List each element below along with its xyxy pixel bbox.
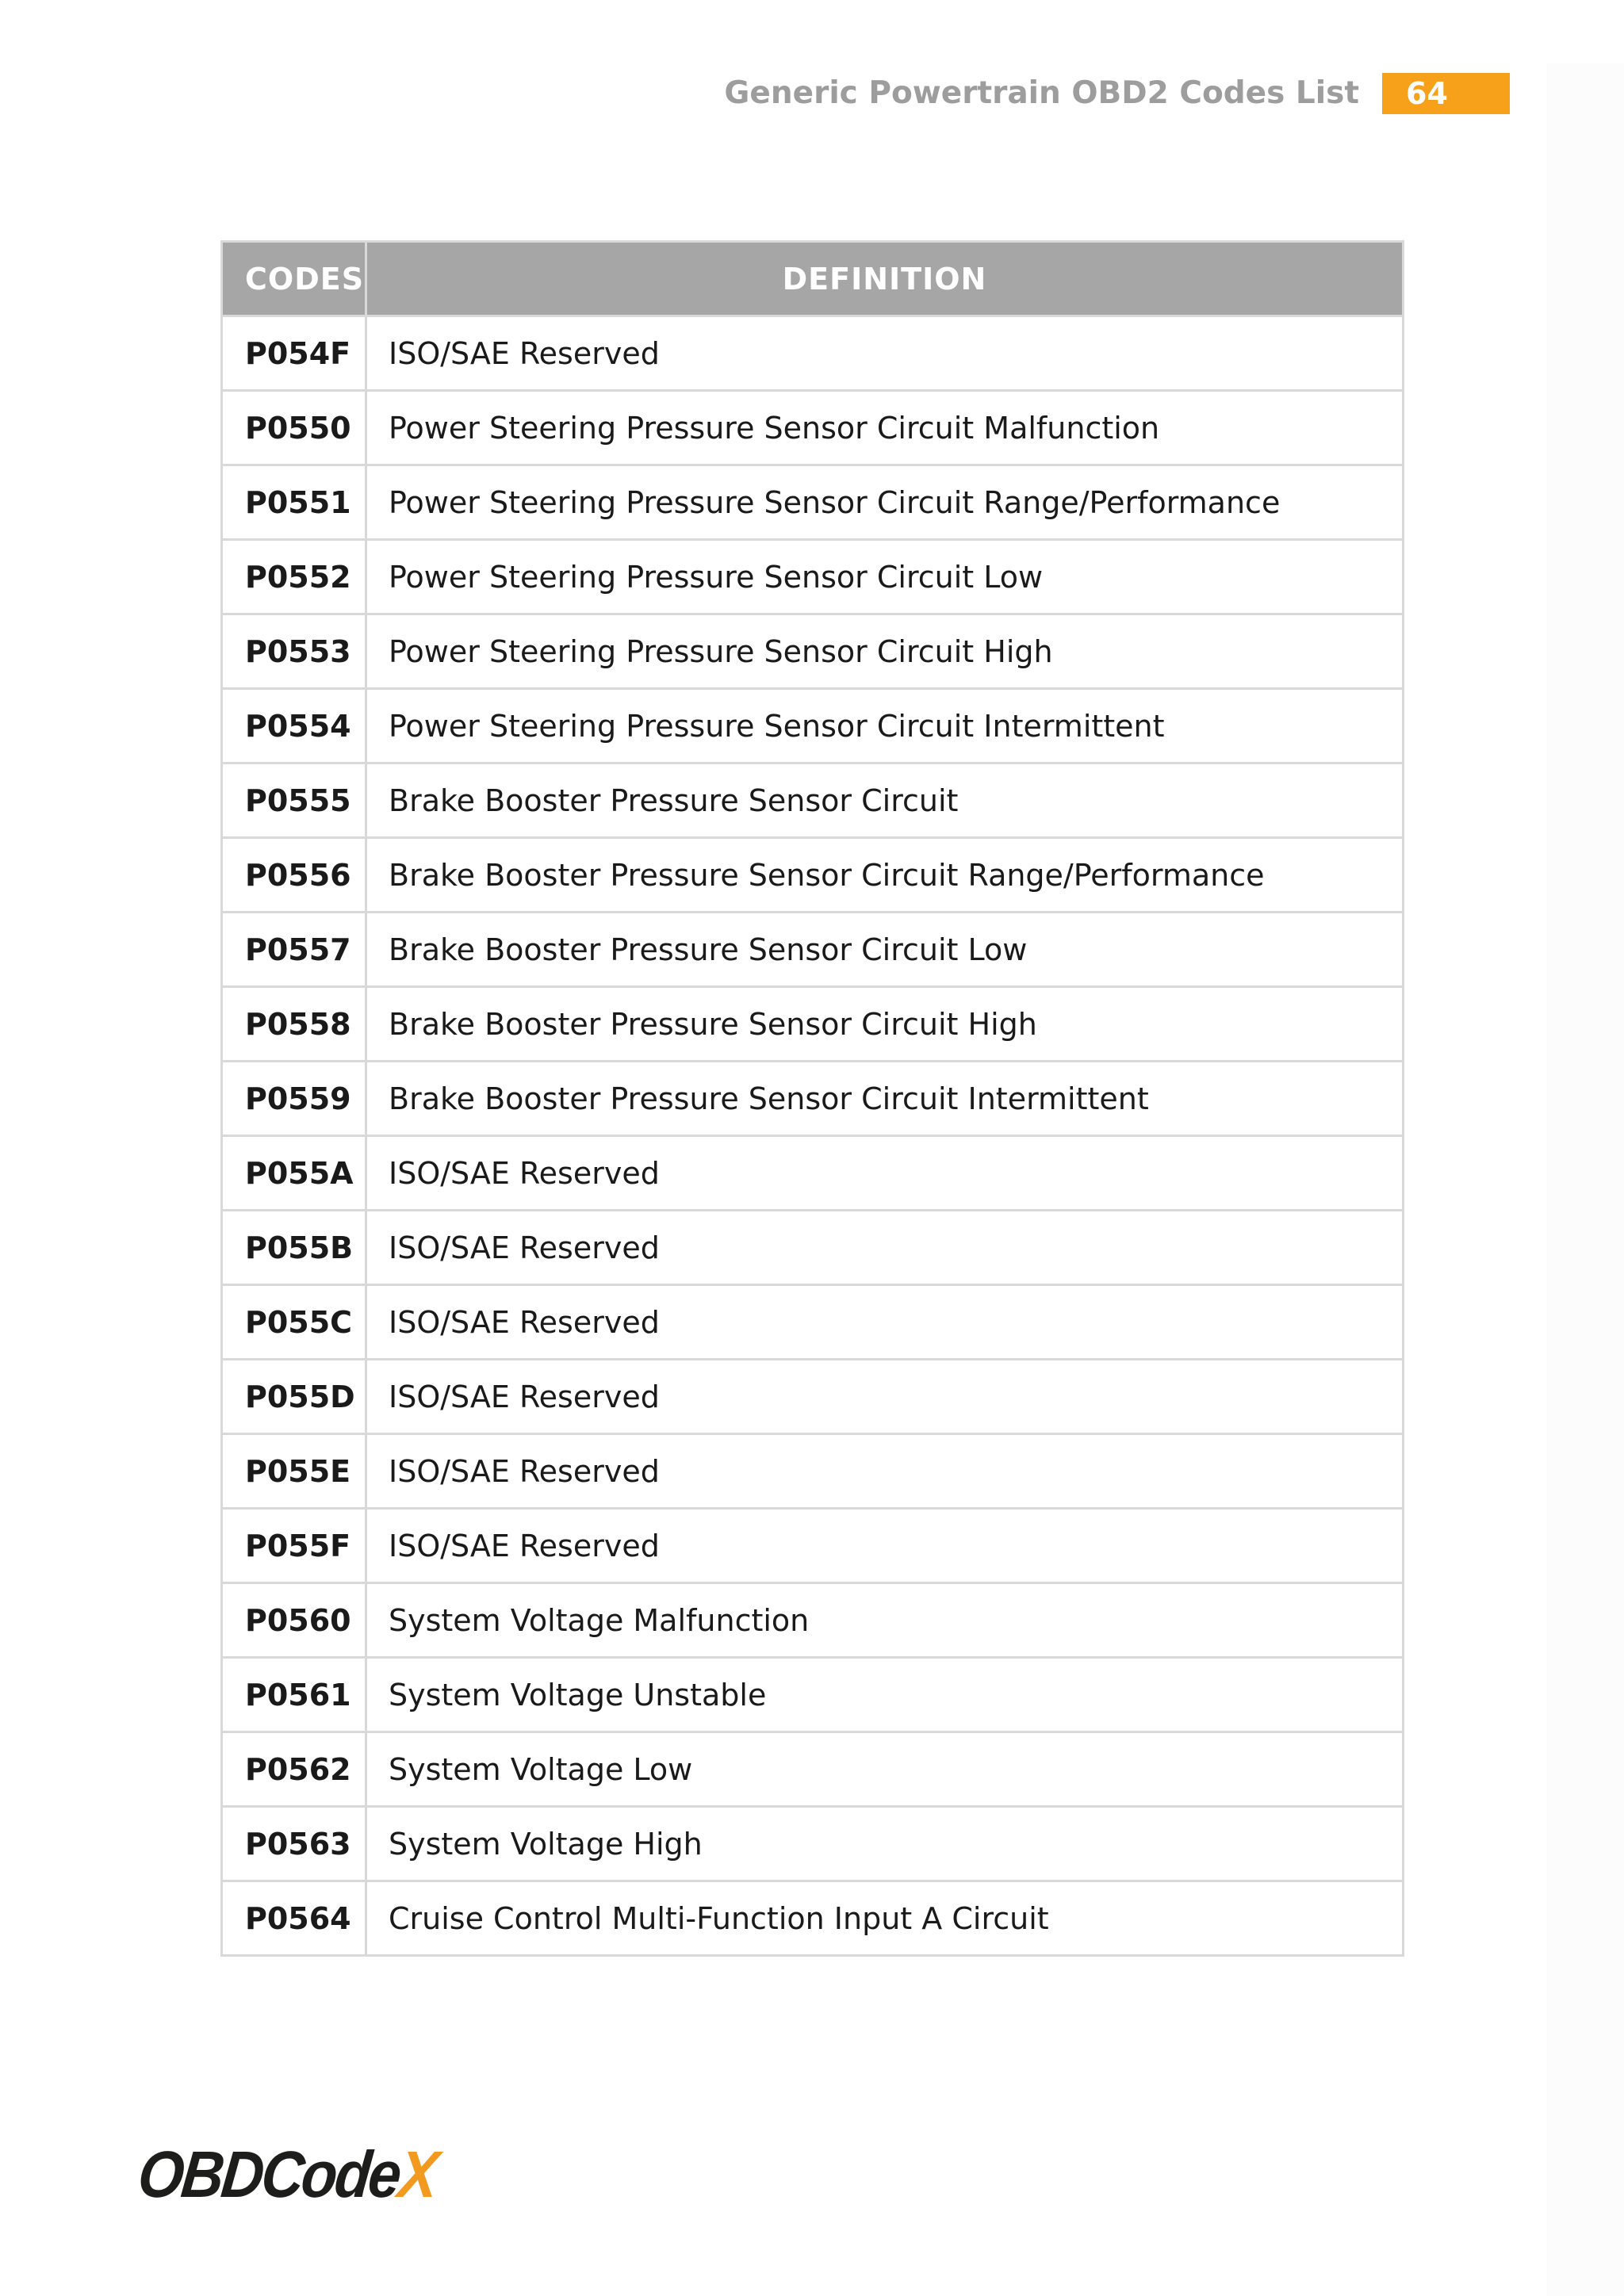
definition-cell: Brake Booster Pressure Sensor Circuit Range/Performance bbox=[366, 838, 1404, 913]
code-cell: P0553 bbox=[222, 614, 366, 689]
table-row bbox=[222, 1062, 1404, 1136]
table-row bbox=[222, 391, 1404, 465]
code-cell: P0554 bbox=[222, 689, 366, 763]
code-cell: P0552 bbox=[222, 540, 366, 614]
table-row bbox=[222, 540, 1404, 614]
page-number-badge: 64 bbox=[1382, 73, 1510, 114]
definition-cell: Power Steering Pressure Sensor Circuit Intermittent bbox=[366, 689, 1404, 763]
definition-cell: ISO/SAE Reserved bbox=[366, 1285, 1404, 1360]
definition-cell: ISO/SAE Reserved bbox=[366, 1360, 1404, 1434]
code-cell: P055C bbox=[222, 1285, 366, 1360]
definition-cell: Brake Booster Pressure Sensor Circuit Intermittent bbox=[366, 1062, 1404, 1136]
definition-cell: Brake Booster Pressure Sensor Circuit bbox=[366, 763, 1404, 838]
code-cell: P0562 bbox=[222, 1732, 366, 1807]
table-row bbox=[222, 913, 1404, 987]
code-cell: P0559 bbox=[222, 1062, 366, 1136]
obd2-codes-table bbox=[220, 240, 1404, 1957]
code-cell: P054F bbox=[222, 316, 366, 391]
table-row bbox=[222, 1211, 1404, 1285]
code-cell: P0551 bbox=[222, 465, 366, 540]
table-row bbox=[222, 1807, 1404, 1881]
table-row bbox=[222, 1732, 1404, 1807]
code-cell: P0564 bbox=[222, 1881, 366, 1956]
definition-cell: Power Steering Pressure Sensor Circuit Low bbox=[366, 540, 1404, 614]
table-row bbox=[222, 465, 1404, 540]
code-cell: P055A bbox=[222, 1136, 366, 1211]
definition-cell: Brake Booster Pressure Sensor Circuit High bbox=[366, 987, 1404, 1062]
table-row bbox=[222, 1509, 1404, 1583]
table-row bbox=[222, 689, 1404, 763]
obdcodex-logo bbox=[135, 2139, 439, 2210]
code-cell: P0550 bbox=[222, 391, 366, 465]
column-header-codes: CODES bbox=[222, 242, 366, 316]
definition-cell: ISO/SAE Reserved bbox=[366, 316, 1404, 391]
column-header-definition: DEFINITION bbox=[366, 242, 1404, 316]
page-header bbox=[0, 73, 1510, 114]
definition-cell: Power Steering Pressure Sensor Circuit High bbox=[366, 614, 1404, 689]
code-cell: P055F bbox=[222, 1509, 366, 1583]
definition-cell: Brake Booster Pressure Sensor Circuit Low bbox=[366, 913, 1404, 987]
table-row bbox=[222, 987, 1404, 1062]
definition-cell: System Voltage Malfunction bbox=[366, 1583, 1404, 1658]
table-row bbox=[222, 1136, 1404, 1211]
definition-cell: Power Steering Pressure Sensor Circuit Malfunction bbox=[366, 391, 1404, 465]
definition-cell: ISO/SAE Reserved bbox=[366, 1434, 1404, 1509]
table-row bbox=[222, 614, 1404, 689]
table-header-row bbox=[222, 242, 1404, 316]
definition-cell: Cruise Control Multi-Function Input A Circuit bbox=[366, 1881, 1404, 1956]
code-cell: P0560 bbox=[222, 1583, 366, 1658]
code-cell: P0557 bbox=[222, 913, 366, 987]
definition-cell: ISO/SAE Reserved bbox=[366, 1211, 1404, 1285]
table-row bbox=[222, 1881, 1404, 1956]
table-row bbox=[222, 1434, 1404, 1509]
table-row bbox=[222, 838, 1404, 913]
document-title: Generic Powertrain OBD2 Codes List bbox=[724, 75, 1359, 111]
code-cell: P055E bbox=[222, 1434, 366, 1509]
table-row bbox=[222, 316, 1404, 391]
table-row bbox=[222, 763, 1404, 838]
logo-accent-letter: X bbox=[395, 2137, 440, 2212]
table-row bbox=[222, 1285, 1404, 1360]
definition-cell: Power Steering Pressure Sensor Circuit Range/Performance bbox=[366, 465, 1404, 540]
code-cell: P0556 bbox=[222, 838, 366, 913]
definition-cell: ISO/SAE Reserved bbox=[366, 1136, 1404, 1211]
code-cell: P0563 bbox=[222, 1807, 366, 1881]
code-cell: P0558 bbox=[222, 987, 366, 1062]
logo-wordmark: OBDCode bbox=[134, 2137, 404, 2212]
table-body bbox=[222, 316, 1404, 1956]
code-cell: P0561 bbox=[222, 1658, 366, 1732]
table-row bbox=[222, 1583, 1404, 1658]
code-cell: P055D bbox=[222, 1360, 366, 1434]
definition-cell: ISO/SAE Reserved bbox=[366, 1509, 1404, 1583]
code-cell: P055B bbox=[222, 1211, 366, 1285]
table-row bbox=[222, 1658, 1404, 1732]
definition-cell: System Voltage Unstable bbox=[366, 1658, 1404, 1732]
code-cell: P0555 bbox=[222, 763, 366, 838]
table-row bbox=[222, 1360, 1404, 1434]
definition-cell: System Voltage High bbox=[366, 1807, 1404, 1881]
definition-cell: System Voltage Low bbox=[366, 1732, 1404, 1807]
page-edge-shade bbox=[1546, 63, 1624, 2296]
